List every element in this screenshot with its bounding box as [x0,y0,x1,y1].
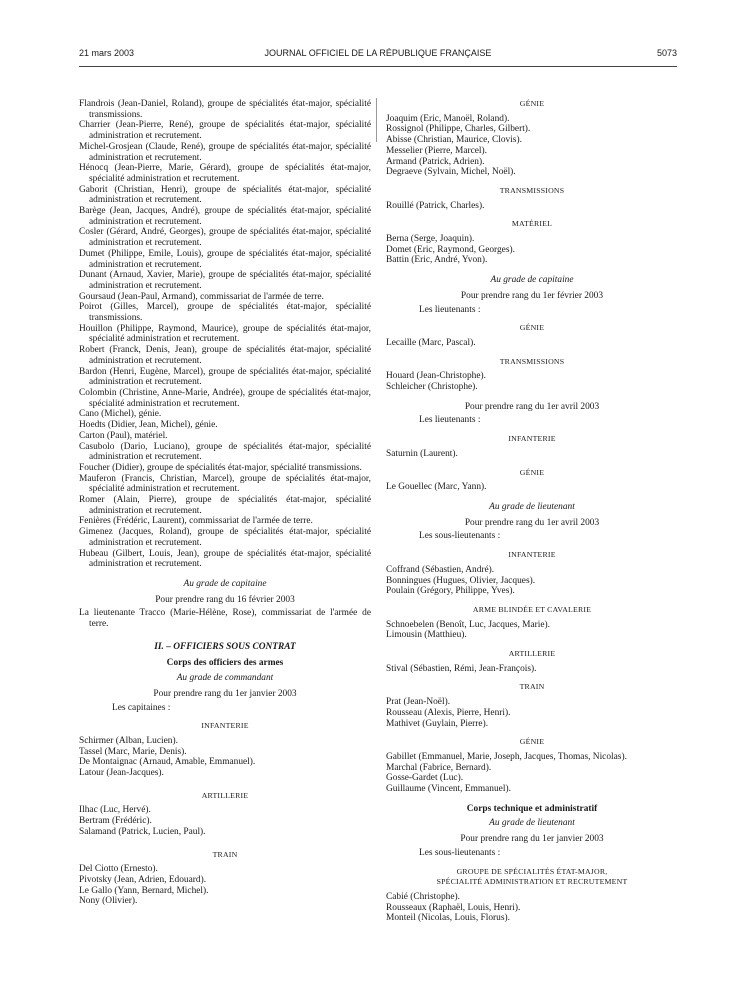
corps-armes-heading: Corps des officiers des armes [166,658,284,669]
genie-heading: GÉNIE [519,467,545,477]
promotion-entry: Barège (Jean, Jacques, André), groupe de spécialités état-major, spécialité administration et recrutement. [79,206,371,227]
name-entry: Schnoebelen (Benoît, Luc, Jacques, Marie). [386,619,551,630]
les-capitaines-label: Les capitaines : [112,702,171,713]
name-entry: Joaquim (Eric, Manoël, Roland). [386,113,510,124]
promotion-entry: Carton (Paul), matériel. [79,430,168,441]
rank-date-1-avril: Pour prendre rang du 1er avril 2003 [464,401,600,412]
promotion-entry: Colombin (Christine, Anne-Marie, Andrée), groupe de spécialités état-major, spécialité administration et recrutement. [79,387,371,409]
artillerie-heading: ARTILLERIE [508,649,556,659]
promotion-entry: Cosler (Gérard, André, Georges), groupe de spécialités état-major, spécialité administration et recrutement. [79,227,371,249]
train-list [386,697,678,729]
name-entry: Abisse (Christian, Maurice, Clovis). [386,135,522,146]
name-entry: Monteil (Nicolas, Louis, Florus). [386,913,510,924]
promotion-entry: Gimenez (Jacques, Roland), groupe de spécialités état-major, spécialité administration et recrutement. [79,527,371,548]
name-entry: Rousseau (Alexis, Pierre, Henri). [386,707,511,718]
left-column [79,99,371,907]
section-ii-heading: II. – OFFICIERS SOUS CONTRAT [154,641,296,652]
rank-date-1-janvier: Pour prendre rang du 1er janvier 2003 [153,688,297,699]
name-entry: Lecaille (Marc, Pascal). [386,337,476,348]
artillerie-list [79,805,371,837]
promotion-entry: Robert (Franck, Denis, Jean), groupe de spécialités état-major, spécialité administration et recrutement. [79,345,371,366]
rank-date-1-janvier: Pour prendre rang du 1er janvier 2003 [460,834,604,845]
name-entry: Ilhac (Luc, Hervé). [79,805,151,816]
name-entry: Rouillé (Patrick, Charles). [386,200,485,211]
infanterie-list [386,565,678,597]
promotion-entry: Bardon (Henri, Eugène, Marcel), groupe de spécialités état-major, spécialité administration et recrutement. [79,366,371,388]
name-entry: Salamand (Patrick, Lucien, Paul). [79,826,206,837]
name-entry: Prat (Jean-Noël). [386,697,451,708]
promotion-entry: Dumet (Philippe, Emile, Louis), groupe de spécialités état-major, spécialité administration et recrutement. [79,248,371,270]
name-entry: Bonningues (Hugues, Olivier, Jacques). [386,575,536,586]
name-entry: Guillaume (Vincent, Emmanuel). [386,784,511,795]
promotion-entry: Flandrois (Jean-Daniel, Roland), groupe de spécialités état-major, spécialité transmissions. [79,99,371,120]
train-list [79,864,371,907]
infanterie-list [386,449,678,460]
name-entry: Pivotsky (Jean, Adrien, Edouard). [79,875,207,885]
promotion-entry: Gaborit (Christian, Henri), groupe de spécialités état-major, spécialité administration et recrutement. [79,184,371,206]
promotion-entry: Hubeau (Gilbert, Louis, Jean), groupe de spécialités état-major, spécialité administration et recrutement. [79,548,371,570]
les-sous-lieutenants-label: Les sous-lieutenants : [419,531,501,542]
name-entry: Coffrand (Sébastien, André). [386,564,495,575]
name-entry: Berna (Serge, Joaquin). [386,234,475,245]
promotion-entry: Romer (Alain, Pierre), groupe de spécialités état-major, spécialité administration et recrutement. [79,495,371,516]
name-entry: Le Gallo (Yann, Bernard, Michel). [79,885,209,896]
infanterie-heading: INFANTERIE [201,721,249,731]
specialite-administration-heading: SPÉCIALITÉ ADMINISTRATION ET RECRUTEMENT [436,877,628,887]
genie-list [386,482,678,493]
name-entry: Degraeve (Sylvain, Michel, Noël). [386,167,516,178]
genie-heading: GÉNIE [519,737,545,747]
page-header [79,48,677,62]
promotion-entry: Foucher (Didier), groupe de spécialités état-major, spécialité transmissions. [79,462,362,473]
transmissions-list [386,201,678,212]
right-column [386,99,678,924]
rank-date-16-fevrier: Pour prendre rang du 16 février 2003 [155,594,295,605]
header-date: 21 mars 2003 [79,48,135,58]
transmissions-heading: TRANSMISSIONS [499,185,565,195]
header-page-number: 5073 [656,48,677,58]
name-entry: Del Ciotto (Ernesto). [79,864,158,875]
groupe-specialites-heading: GROUPE DE SPÉCIALITÉS ÉTAT-MAJOR, [456,866,608,876]
name-entry: De Montaignac (Arnaud, Amable, Emmanuel). [79,757,256,768]
name-entry: Armand (Patrick, Adrien). [386,156,485,167]
name-entry: Battin (Eric, André, Yvon). [386,255,488,266]
artillerie-heading: ARTILLERIE [201,790,249,800]
train-heading: TRAIN [519,682,545,692]
column-divider [376,98,377,142]
rank-date-1-avril: Pour prendre rang du 1er avril 2003 [464,517,600,528]
promotion-entry: Poirot (Gilles, Marcel), groupe de spécialités état-major, spécialité transmissions. [79,302,371,324]
promotion-entry: Mauferon (Francis, Christian, Marcel), groupe de spécialités état-major, spécialité administration et recrutement. [79,473,371,495]
les-lieutenants-label: Les lieutenants : [419,304,481,315]
promotion-list-left [79,99,371,570]
name-entry: Rousseaux (Raphaël, Louis, Henri). [386,902,521,913]
name-entry: Schirmer (Alban, Lucien). [79,735,178,746]
name-entry: Latour (Jean-Jacques). [79,768,164,779]
name-entry: Le Gouellec (Marc, Yann). [386,482,487,493]
name-entry: Houard (Jean-Christophe). [386,371,486,382]
infanterie-heading: INFANTERIE [508,550,556,560]
grade-capitaine-heading: Au grade de capitaine [183,578,267,589]
name-entry: Gosse-Gardet (Luc). [386,773,464,784]
promotion-entry: Fenières (Frédéric, Laurent), commissariat de l'armée de terre. [79,516,313,527]
corps-technique-heading: Corps technique et administratif [466,803,598,814]
arme-blindee-list [386,620,678,641]
les-lieutenants-label: Les lieutenants : [419,415,481,426]
les-sous-lieutenants-label: Les sous-lieutenants : [419,847,501,858]
rank-date-1-fevrier: Pour prendre rang du 1er février 2003 [460,290,604,301]
genie-list [386,752,678,795]
name-entry: Limousin (Matthieu). [386,630,467,641]
name-entry: Stival (Sébastien, Rémi, Jean-François). [386,663,537,674]
name-entry: Nony (Olivier). [79,896,138,907]
grade-commandant-heading: Au grade de commandant [176,673,274,684]
name-entry: Schleicher (Christophe). [386,382,478,393]
grade-lieutenant-heading: Au grade de lieutenant [489,501,575,512]
promotion-entry: Charrier (Jean-Pierre, René), groupe de spécialités état-major, spécialité administration et recrutement. [79,120,371,142]
name-entry: Saturnin (Laurent). [386,448,458,459]
transmissions-heading: TRANSMISSIONS [499,356,565,366]
infanterie-heading: INFANTERIE [508,434,556,444]
genie-heading: GÉNIE [519,323,545,333]
promotion-entry: Casubolo (Dario, Luciano), groupe de spécialités état-major, spécialité administration et recrutement. [79,441,371,463]
promotion-entry: Goursaud (Jean-Paul, Armand), commissariat de l'armée de terre. [79,291,324,302]
promotion-entry: Hénocq (Jean-Pierre, Marie, Gérard), groupe de spécialités état-major, spécialité administration et recrutement. [79,163,371,184]
promotion-entry: Cano (Michel), génie. [79,409,162,420]
genie-list [386,114,678,178]
name-entry: Bertram (Frédéric). [79,816,152,827]
name-entry: Marchal (Fabrice, Bernard). [386,762,492,773]
promotion-entry: Dunant (Arnaud, Xavier, Marie), groupe de spécialités état-major, spécialité administration et recrutement. [79,270,371,291]
name-entry: Domet (Eric, Raymond, Georges). [386,244,515,255]
name-entry: Mathivet (Guylain, Pierre). [386,718,489,729]
train-heading: TRAIN [212,849,238,859]
genie-heading: GÉNIE [519,99,545,108]
infanterie-list [79,736,371,779]
arme-blindee-heading: ARME BLINDÉE ET CAVALERIE [472,604,592,614]
artillerie-list [386,664,678,675]
materiel-list [386,234,678,266]
promotion-entry: Michel-Grosjean (Claude, René), groupe de spécialités état-major, spécialité administration et recrutement. [79,141,371,163]
name-entry: Rossignol (Philippe, Charles, Gilbert). [386,124,531,135]
name-entry: Tassel (Marc, Marie, Denis). [79,746,187,757]
name-entry: Poulain (Grégory, Philippe, Yves). [386,586,515,597]
name-entry: Messelier (Pierre, Marcel). [386,145,487,156]
name-entry: Gabillet (Emmanuel, Marie, Joseph, Jacques, Thomas, Nicolas). [386,751,627,762]
promotion-entry: Houillon (Philippe, Raymond, Maurice), groupe de spécialités état-major, spécialité administration et recrutement. [79,323,371,345]
grade-lieutenant-heading: Au grade de lieutenant [489,818,575,829]
genie-list [386,338,678,349]
transmissions-list [386,371,678,392]
name-entry: Cabié (Christophe). [386,891,460,902]
header-journal-title: JOURNAL OFFICIEL DE LA RÉPUBLIQUE FRANÇAISE [264,48,492,58]
promotion-entry: Hoedts (Didier, Jean, Michel), génie. [79,420,218,431]
groupe-specialites-list [386,892,678,924]
materiel-heading: MATÉRIEL [511,219,553,229]
grade-capitaine-heading: Au grade de capitaine [490,275,574,286]
header-rule [79,66,677,67]
tracco-entry: La lieutenante Tracco (Marie-Hélène, Rose), commissariat de l'armée de terre. [79,608,371,630]
